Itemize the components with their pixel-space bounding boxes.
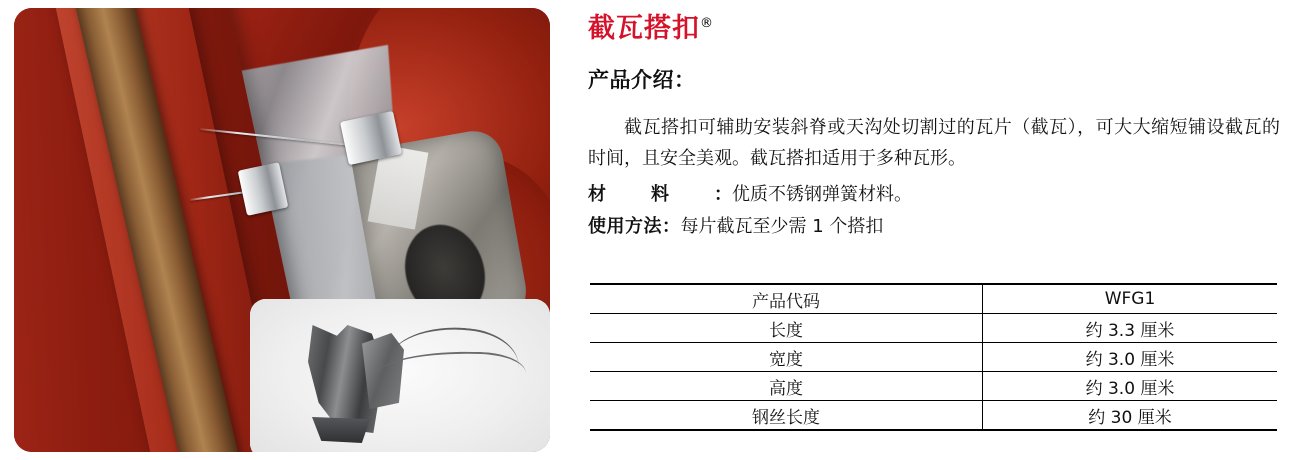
product-closeup-inset [250,299,550,452]
table-cell-value: 约 3.0 厘米 [983,372,1278,401]
table-cell-value: 约 30 厘米 [983,401,1278,431]
spec-value-material: 优质不锈钢弹簧材料。 [732,184,912,205]
table-cell-value: 约 3.0 厘米 [983,343,1278,372]
table-row [590,372,1277,401]
table-row [590,314,1277,343]
product-title-text: 截瓦搭扣 [588,13,700,44]
table-cell-label: 宽度 [590,343,983,372]
table-cell-label: 高度 [590,372,983,401]
table-cell-label: 产品代码 [590,284,983,314]
spec-label-usage: 使用方法： [588,216,681,237]
product-photo [14,8,550,452]
spec-line-material [588,180,912,206]
product-info-panel [588,0,1288,460]
table-cell-value: WFG1 [983,284,1278,314]
table-cell-label: 钢丝长度 [590,401,983,431]
table-row [590,401,1277,431]
spec-label-material: 材料： [588,184,777,205]
specification-table [590,283,1277,431]
section-heading-introduction: 产品介绍： [588,68,696,92]
introduction-paragraph: 截瓦搭扣可辅助安装斜脊或天沟处切割过的瓦片（截瓦），可大大缩短铺设截瓦的时间，且安全美观。截瓦搭扣适用于多种瓦形。 [588,117,1280,169]
page-title [588,6,714,45]
trademark-icon: ® [700,16,714,31]
spec-line-usage [588,212,883,238]
table-cell-label: 长度 [590,314,983,343]
table-row [590,343,1277,372]
table-cell-value: 约 3.3 厘米 [983,314,1278,343]
spec-value-usage: 每片截瓦至少需 1 个搭扣 [680,216,884,237]
table-row [590,284,1277,314]
clip-foot-shape [312,417,370,443]
specification-table-body [590,284,1277,430]
